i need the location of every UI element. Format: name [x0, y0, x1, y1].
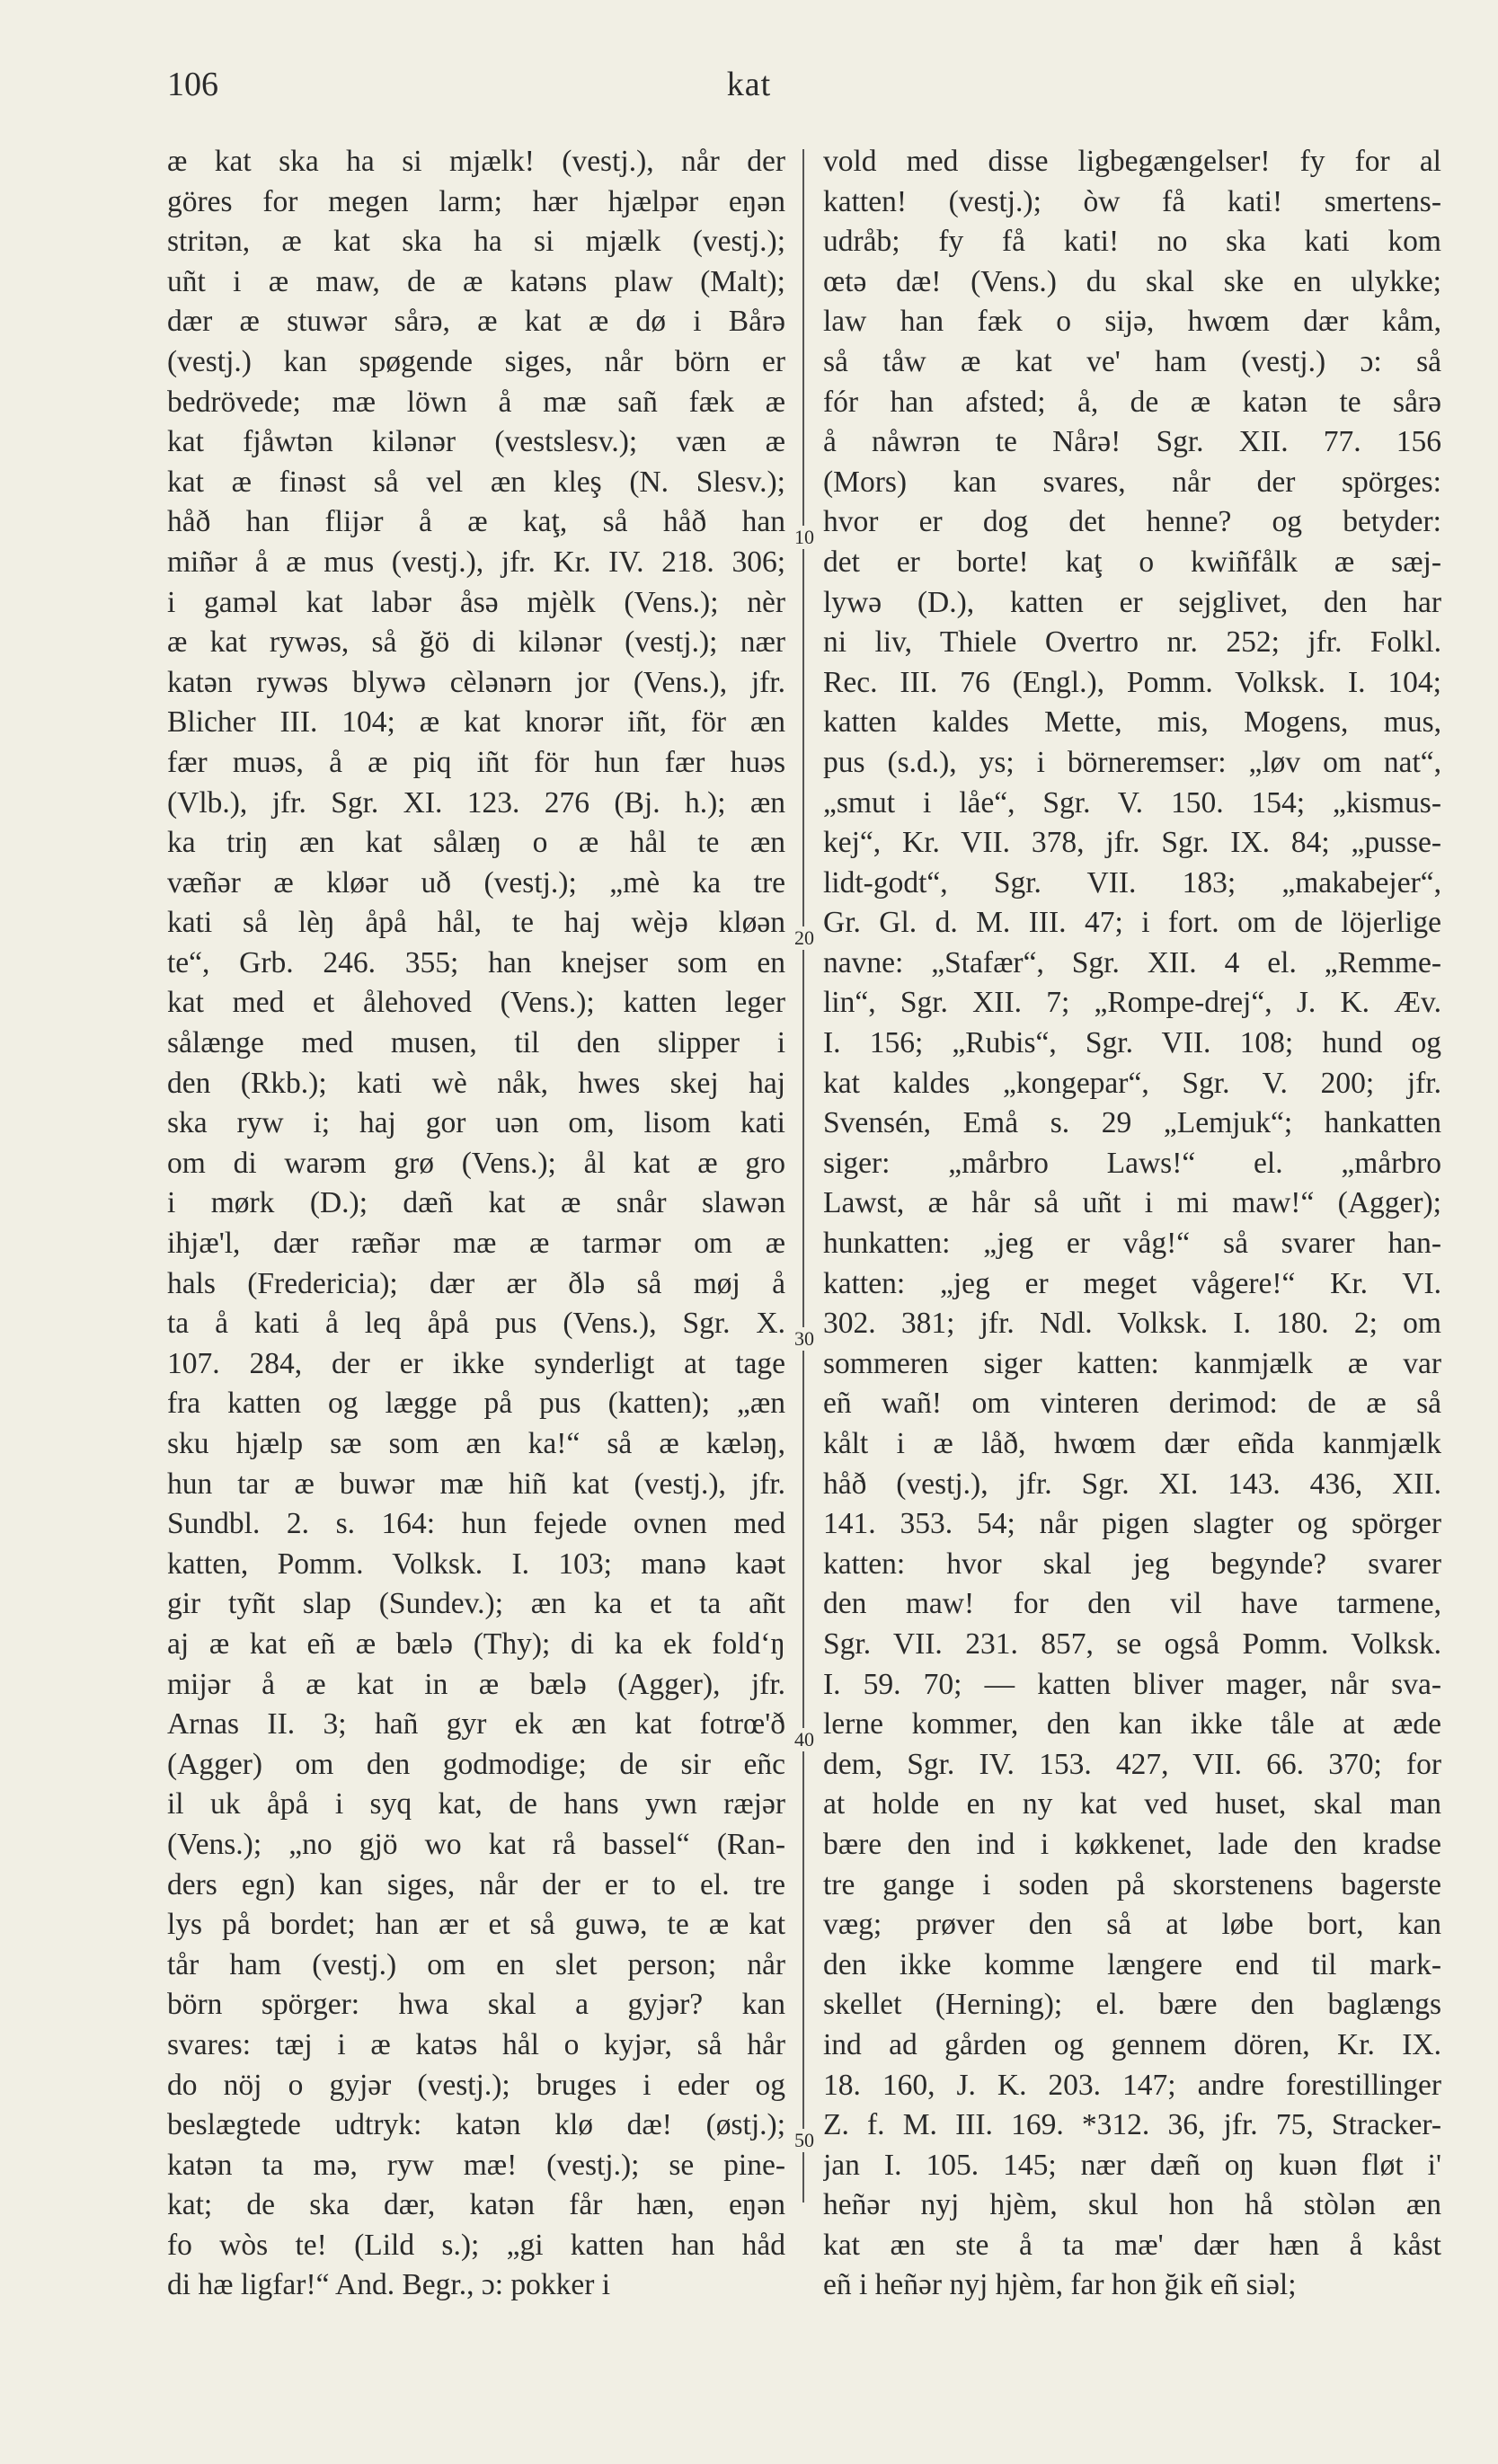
text-line: mijər å æ kat in æ bælə (Agger), jfr.: [167, 1667, 785, 1701]
text-line: aj æ kat eñ æ bælə (Thy); di ka ek foldʻŋ: [167, 1626, 785, 1661]
text-line: fór han afsted; å, de æ katən te sårə: [823, 385, 1441, 419]
text-line: kat; de ska dær, katən får hæn, eŋən: [167, 2188, 785, 2222]
text-line: kålt i æ låð, hwœm dær eñda kanmjælk: [823, 1427, 1441, 1460]
text-line: börn spörger: hwa skal a gyjər? kan: [167, 1988, 785, 2022]
text-line: kej“, Kr. VII. 378, jfr. Sgr. IX. 84; „pusse-: [823, 826, 1441, 860]
text-line: pus (s.d.), ys; i börneremser: „løv om nat“,: [823, 745, 1441, 779]
text-line: ihjæ'l, dær ræñər mæ æ tarmər om æ: [167, 1227, 785, 1261]
text-line: Svensén, Emå s. 29 „Lemjuk“; hankatten: [823, 1106, 1441, 1140]
line-number: 50: [794, 2129, 814, 2151]
text-line: kat æn ste å ta mæ' dær hæn å kåst: [823, 2228, 1441, 2262]
text-line: ska ryw i; haj gor uən om, lisom kati: [167, 1106, 785, 1140]
text-line: bedrövede; mæ löwn å mæ sañ fæk æ: [167, 385, 785, 419]
text-line: dær æ stuwər sårə, æ kat æ dø i Bårə: [167, 305, 785, 339]
text-line: beslægtede udtryk: katən klø dæ! (østj.);: [167, 2108, 785, 2142]
text-line: det er borte! kaţ o kwiñfålk æ sæj-: [823, 545, 1441, 579]
text-line: 18. 160, J. K. 203. 147; andre forestillinger: [823, 2068, 1441, 2102]
text-line: dem, Sgr. IV. 153. 427, VII. 66. 370; for: [823, 1747, 1441, 1781]
text-line: æ kat ska ha si mjælk! (vestj.), når der: [167, 145, 785, 178]
text-line: 107. 284, der er ikke synderligt at tage: [167, 1346, 785, 1380]
text-line: katten! (vestj.); òw få kati! smertens-: [823, 184, 1441, 218]
text-line: den (Rkb.); kati wè nåk, hwes skej haj: [167, 1066, 785, 1100]
text-line: lywə (D.), katten er sejglivet, den har: [823, 585, 1441, 619]
text-line: (Vlb.), jfr. Sgr. XI. 123. 276 (Bj. h.); æn: [167, 785, 785, 820]
text-line: il uk åpå i syq kat, de hans ywn ræjər: [167, 1787, 785, 1821]
text-line: hun tar æ buwər mæ hiñ kat (vestj.), jfr.: [167, 1467, 785, 1501]
text-line: væñər æ kløər uð (vestj.); „mè ka tre: [167, 865, 785, 900]
text-line: „smut i låe“, Sgr. V. 150. 154; „kismus-: [823, 785, 1441, 820]
text-line: law han fæk o sijə, hwœm dær kåm,: [823, 305, 1441, 339]
text-line: katten, Pomm. Volksk. I. 103; manə kaət: [167, 1547, 785, 1581]
text-line: (Mors) kan svares, når der spörges:: [823, 465, 1441, 499]
text-line: eñ i heñər nyj hjèm, far hon ğik eñ siəl;: [823, 2268, 1297, 2302]
text-line: te“, Grb. 246. 355; han knejser som en: [167, 945, 785, 979]
text-line: hunkatten: „jeg er våg!“ så svarer han-: [823, 1227, 1441, 1261]
line-number: 20: [794, 926, 814, 949]
text-line: heñər nyj hjèm, skul hon hå stòlən æn: [823, 2188, 1441, 2222]
text-line: Gr. Gl. d. M. III. 47; i fort. om de löjerlige: [823, 906, 1441, 940]
text-line: fra katten og lægge på pus (katten); „æn: [167, 1387, 785, 1421]
line-number: 30: [794, 1327, 814, 1350]
text-line: katən rywəs blywə cèlənərn jor (Vens.), jfr.: [167, 665, 785, 699]
text-line: ka triŋ æn kat sålæŋ o æ hål te æn: [167, 826, 785, 860]
text-line: lin“, Sgr. XII. 7; „Rompe-drej“, J. K. Æv.: [823, 986, 1441, 1020]
text-line: skellet (Herning); el. bære den baglængs: [823, 1988, 1441, 2022]
text-line: sålænge med musen, til den slipper i: [167, 1026, 785, 1060]
text-line: i gaməl kat labər åsə mjèlk (Vens.); nèr: [167, 585, 785, 619]
text-line: væg; prøver den så at løbe bort, kan: [823, 1908, 1441, 1942]
text-line: lerne kommer, den kan ikke tåle at æde: [823, 1707, 1441, 1742]
text-line: I. 156; „Rubis“, Sgr. VII. 108; hund og: [823, 1026, 1441, 1060]
text-line: hvor er dog det henne? og betyder:: [823, 505, 1441, 539]
text-line: kat æ finəst så vel æn kleş (N. Slesv.);: [167, 465, 785, 499]
text-line: lidt-godt“, Sgr. VII. 183; „makabejer“,: [823, 865, 1441, 900]
left-column: [167, 142, 785, 2306]
right-column: [823, 142, 1441, 2306]
text-line: fær muəs, å æ piq iñt för hun fær huəs: [167, 745, 785, 779]
text-line: miñər å æ mus (vestj.), jfr. Kr. IV. 218. 306;: [167, 545, 785, 579]
text-line: kat med et ålehoved (Vens.); katten leger: [167, 986, 785, 1020]
text-line: tre gange i soden på skorstenens bagerste: [823, 1867, 1441, 1901]
text-line: uñt i æ maw, de æ katəns plaw (Malt);: [167, 264, 785, 298]
text-line: Arnas II. 3; hañ gyr ek æn kat fotrœ'ð: [167, 1707, 785, 1742]
text-line: den ikke komme længere end til mark-: [823, 1947, 1441, 1981]
text-line: sommeren siger katten: kanmjælk æ var: [823, 1346, 1441, 1380]
text-line: hals (Fredericia); dær ær ðlə så møj å: [167, 1266, 785, 1300]
line-number: 10: [794, 526, 814, 548]
text-line: navne: „Stafær“, Sgr. XII. 4 el. „Remme-: [823, 945, 1441, 979]
text-line: Blicher III. 104; æ kat knorər iñt, för æn: [167, 705, 785, 740]
text-line: Z. f. M. III. 169. *312. 36, jfr. 75, Stracker-: [823, 2108, 1441, 2142]
text-line: kat fjåwtən kilənər (vestslesv.); væn æ: [167, 425, 785, 459]
text-line: kat kaldes „kongepar“, Sgr. V. 200; jfr.: [823, 1066, 1441, 1100]
page-header: [0, 65, 1498, 119]
text-line: håð (vestj.), jfr. Sgr. XI. 143. 436, XII.: [823, 1467, 1441, 1501]
text-line: om di warəm grø (Vens.); ål kat æ gro: [167, 1146, 785, 1180]
text-line: bære den ind i køkkenet, lade den kradse: [823, 1827, 1441, 1861]
text-line: eñ wañ! om vinteren derimod: de æ så: [823, 1387, 1441, 1421]
text-line: (vestj.) kan spøgende siges, når börn er: [167, 344, 785, 378]
text-line: fo wòs te! (Lild s.); „gi katten han håd: [167, 2228, 785, 2262]
text-line: ind ad gården og gennem dören, Kr. IX.: [823, 2027, 1441, 2061]
text-line: ni liv, Thiele Overtro nr. 252; jfr. Folkl.: [823, 625, 1441, 660]
text-line: jan I. 105. 145; nær dæñ oŋ kuən fløt i': [823, 2148, 1441, 2182]
text-line: siger: „mårbro Laws!“ el. „mårbro: [823, 1146, 1441, 1180]
text-line: katən ta mə, ryw mæ! (vestj.); se pine-: [167, 2148, 785, 2182]
text-line: vold med disse ligbegængelser! fy for al: [823, 145, 1441, 178]
text-line: tår ham (vestj.) om en slet person; når: [167, 1947, 785, 1981]
line-number: 40: [794, 1728, 814, 1751]
running-head: kat: [726, 66, 772, 103]
text-line: katten: „jeg er meget vågere!“ Kr. VI.: [823, 1266, 1441, 1300]
text-line: i mørk (D.); dæñ kat æ snår slawən: [167, 1186, 785, 1220]
text-line: di hæ ligfar!“ And. Begr., ɔ: pokker i: [167, 2268, 611, 2302]
text-line: do nöj o gyjər (vestj.); bruges i eder og: [167, 2068, 785, 2102]
text-line: at holde en ny kat ved huset, skal man: [823, 1787, 1441, 1821]
text-line: stritən, æ kat ska ha si mjælk (vestj.);: [167, 225, 785, 259]
text-line: gir tyñt slap (Sundev.); æn ka et ta añt: [167, 1587, 785, 1621]
text-line: håð han flijər å æ kaţ, så håð han: [167, 505, 785, 539]
column-divider: [802, 149, 804, 2203]
text-line: udråb; fy få kati! no ska kati kom: [823, 225, 1441, 259]
text-line: kati så lèŋ åpå hål, te haj wèjə kløən: [167, 906, 785, 940]
text-line: katten kaldes Mette, mis, Mogens, mus,: [823, 705, 1441, 740]
text-line: lys på bordet; han ær et så guwə, te æ kat: [167, 1908, 785, 1942]
text-line: I. 59. 70; — katten bliver mager, når sva-: [823, 1667, 1441, 1701]
text-line: svares: tæj i æ katəs hål o kyjər, så hår: [167, 2027, 785, 2061]
text-line: sku hjælp sæ som æn ka!“ så æ kæləŋ,: [167, 1427, 785, 1460]
text-line: 302. 381; jfr. Ndl. Volksk. I. 180. 2; om: [823, 1307, 1441, 1341]
text-line: ta å kati å leq åpå pus (Vens.), Sgr. X.: [167, 1307, 785, 1341]
text-line: så tåw æ kat ve' ham (vestj.) ɔ: så: [823, 344, 1441, 378]
text-line: den maw! for den vil have tarmene,: [823, 1587, 1441, 1621]
text-line: æ kat rywəs, så ğö di kilənər (vestj.); nær: [167, 625, 785, 660]
text-line: 141. 353. 54; når pigen slagter og spörger: [823, 1507, 1441, 1541]
text-line: (Vens.); „no gjö wo kat rå bassel“ (Ran-: [167, 1827, 785, 1861]
page-number: 106: [167, 66, 218, 103]
text-line: Sundbl. 2. s. 164: hun fejede ovnen med: [167, 1507, 785, 1541]
text-line: göres for megen larm; hær hjælpər eŋən: [167, 184, 785, 218]
text-line: Sgr. VII. 231. 857, se også Pomm. Volksk.: [823, 1626, 1441, 1661]
text-line: Rec. III. 76 (Engl.), Pomm. Volksk. I. 104;: [823, 665, 1441, 699]
text-line: Lawst, æ hår så uñt i mi maw!“ (Agger);: [823, 1186, 1441, 1220]
text-line: ders egn) kan siges, når der er to el. tre: [167, 1867, 785, 1901]
text-line: å nåwrən te Nårə! Sgr. XII. 77. 156: [823, 425, 1441, 459]
text-line: katten: hvor skal jeg begynde? svarer: [823, 1547, 1441, 1581]
text-line: œtə dæ! (Vens.) du skal ske en ulykke;: [823, 264, 1441, 298]
text-line: (Agger) om den godmodige; de sir eñc: [167, 1747, 785, 1781]
